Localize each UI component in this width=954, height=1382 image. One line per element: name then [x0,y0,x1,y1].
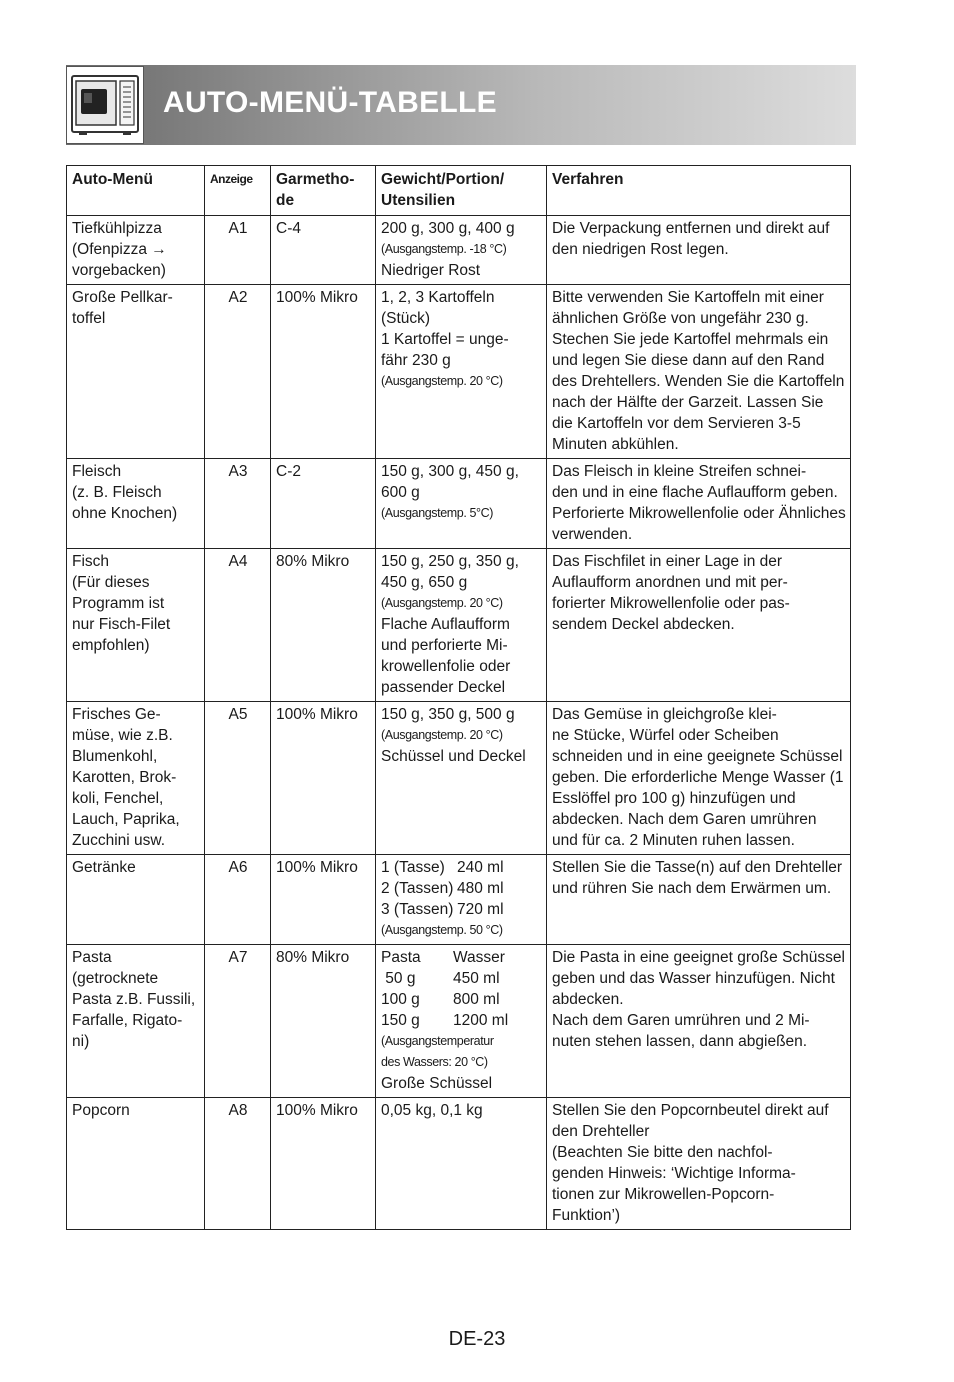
start-temperature-note: (Ausgangstemp. 20 °C) [381,728,503,742]
cell-garmethode [271,285,376,459]
cell-anzeige-text: A3 [228,463,248,480]
cell-gewicht [376,702,547,855]
cell-garmethode-text: 100% Mikro [276,1102,358,1119]
gewicht-line [381,968,542,989]
cell-auto-menu-text: Getränke [72,859,136,876]
gewicht-line: 600 g [381,484,420,501]
cell-auto-menu-text: Fleisch (z. B. Fleisch ohne Knochen) [72,463,178,522]
start-temperature-note: des Wassers: 20 °C) [381,1055,488,1069]
gewicht-label: 100 g [381,991,420,1008]
start-temperature-note: (Ausgangstemp. -18 °C) [381,242,507,256]
cell-verfahren-text: Das Fleisch in kleine Streifen schnei- den und in eine flache Auflaufform geben. Perforierte Mikrowellenfolie oder Ähnliches verwenden. [552,463,846,543]
cell-garmethode-text: 100% Mikro [276,289,358,306]
cell-anzeige [205,855,271,945]
header-verfahren: Verfahren [547,166,851,216]
cell-anzeige [205,285,271,459]
cell-auto-menu [67,459,205,549]
table-row [67,216,851,285]
page-number: DE-23 [448,1328,506,1350]
cell-verfahren [547,1098,851,1230]
cell-auto-menu [67,1098,205,1230]
cell-anzeige [205,1098,271,1230]
cell-anzeige-text: A1 [228,220,248,237]
cell-auto-menu [67,549,205,702]
cell-gewicht [376,216,547,285]
gewicht-line: fähr 230 g [381,352,451,369]
cell-garmethode-text: 80% Mikro [276,553,350,570]
cell-verfahren [547,855,851,945]
cell-verfahren [547,216,851,285]
cell-anzeige-text: A5 [228,706,248,723]
cell-anzeige-text: A4 [228,553,248,570]
cell-anzeige [205,216,271,285]
gewicht-value: 480 ml [457,880,504,897]
gewicht-value: 720 ml [457,901,504,918]
cell-verfahren-text: Bitte verwenden Sie Kartoffeln mit einer ähnlichen Größe von ungefähr 230 g. Stechen Sie jede Kartoffel mehrmals ein und legen Sie diese dann auf den Rand des Drehtellers. Wenden Sie die Kartoffeln nach der Hälfte der Garzeit. Lassen Sie die Kartoffeln vor dem Servieren 3-5 Minuten abkühlen. [552,289,845,453]
gewicht-value: 1200 ml [453,1012,509,1029]
gewicht-line [381,878,542,899]
cell-auto-menu [67,855,205,945]
gewicht-label: 150 g [381,1012,420,1029]
cell-verfahren-text: Die Pasta in eine geeignet große Schüssel geben und das Wasser hinzufügen. Nicht abdecken. Nach dem Garen umrühren und 2 Mi- nuten stehen lassen, dann abgießen. [552,949,845,1050]
table-row [67,855,851,945]
cell-garmethode [271,549,376,702]
gewicht-line [381,989,542,1010]
cell-verfahren [547,945,851,1098]
cell-verfahren [547,285,851,459]
gewicht-line: 150 g, 350 g, 500 g [381,706,515,723]
gewicht-line [381,947,542,968]
cell-anzeige [205,945,271,1098]
gewicht-line [381,899,542,920]
gewicht-line: (Stück) [381,310,431,327]
table-header-row [67,166,851,216]
gewicht-value: Wasser [453,949,505,966]
cell-anzeige [205,549,271,702]
header-gewicht: Gewicht/Portion/ Utensilien [376,166,547,216]
cell-auto-menu [67,216,205,285]
cell-gewicht [376,945,547,1098]
gewicht-line: 0,05 kg, 0,1 kg [381,1102,483,1119]
table-row [67,1098,851,1230]
cell-verfahren-text: Die Verpackung entfernen und direkt auf den niedrigen Rost legen. [552,220,830,258]
gewicht-line: krowellenfolie oder [381,658,511,675]
cell-anzeige-text: A2 [228,289,248,306]
gewicht-line: Flache Auflaufform [381,616,510,633]
cell-garmethode [271,1098,376,1230]
table-row [67,945,851,1098]
gewicht-label: 2 (Tassen) [381,880,454,897]
cell-auto-menu-text: Popcorn [72,1102,130,1119]
gewicht-line: 150 g, 250 g, 350 g, [381,553,519,570]
cell-verfahren-text: Stellen Sie die Tasse(n) auf den Drehteller und rühren Sie nach dem Erwärmen um. [552,859,843,897]
cell-auto-menu-text: Fisch (Für dieses Programm ist nur Fisch-Filet empfohlen) [72,553,171,654]
gewicht-line: Schüssel und Deckel [381,748,526,765]
gewicht-value: 240 ml [457,859,504,876]
microwave-icon [66,66,144,144]
start-temperature-note: (Ausgangstemp. 50 °C) [381,923,503,937]
cell-auto-menu-text: Große Pellkar- toffel [72,289,173,327]
cell-garmethode-text: C-2 [276,463,301,480]
gewicht-line: 1, 2, 3 Kartoffeln [381,289,495,306]
gewicht-line: 200 g, 300 g, 400 g [381,220,515,237]
table-row [67,285,851,459]
cell-gewicht [376,855,547,945]
start-temperature-note: (Ausgangstemp. 5°C) [381,506,494,520]
gewicht-line [381,1010,542,1031]
cell-garmethode [271,702,376,855]
gewicht-value: 800 ml [453,991,500,1008]
cell-anzeige [205,459,271,549]
start-temperature-note: (Ausgangstemp. 20 °C) [381,596,503,610]
cell-auto-menu [67,945,205,1098]
cell-verfahren-text: Das Gemüse in gleichgroße klei- ne Stücke, Würfel oder Scheiben schneiden und in eine geeignete Schüssel geben. Die erforderliche Menge Wasser (1 Esslöffel pro 100 g) hinzufügen und abdecken. Nach dem Garen umrühren und für ca. 2 Minuten ruhen lassen. [552,706,844,849]
cell-anzeige-text: A6 [228,859,248,876]
cell-verfahren [547,459,851,549]
table-row [67,459,851,549]
cell-anzeige-text: A7 [228,949,248,966]
gewicht-line: und perforierte Mi- [381,637,508,654]
gewicht-line: 1 Kartoffel = unge- [381,331,509,348]
cell-garmethode [271,945,376,1098]
gewicht-label: 1 (Tasse) [381,859,445,876]
table-row [67,702,851,855]
gewicht-label: 3 (Tassen) [381,901,454,918]
cell-auto-menu-text: Pasta (getrocknete Pasta z.B. Fussili, Farfalle, Rigato- ni) [72,949,196,1050]
page-title: AUTO-MENÜ-TABELLE [163,86,497,119]
cell-verfahren-text: Stellen Sie den Popcornbeutel direkt auf den Drehteller (Beachten Sie bitte den nachfol- genden Hinweis: ‘Wichtige Informa- tionen zur Mikrowellen-Popcorn- Funktion’) [552,1102,829,1224]
gewicht-label: 50 g [381,970,416,987]
gewicht-line [381,857,542,878]
cell-verfahren [547,702,851,855]
cell-auto-menu [67,285,205,459]
header-anzeige: Anzeige [205,166,271,216]
cell-gewicht [376,459,547,549]
gewicht-line: passender Deckel [381,679,506,696]
gewicht-line: Niedriger Rost [381,262,481,279]
gewicht-label: Pasta [381,949,421,966]
cell-anzeige [205,702,271,855]
gewicht-line: Große Schüssel [381,1075,493,1092]
cell-garmethode [271,216,376,285]
cell-anzeige-text: A8 [228,1102,248,1119]
cell-garmethode-text: C-4 [276,220,301,237]
cell-garmethode-text: 100% Mikro [276,706,358,723]
start-temperature-note: (Ausgangstemp. 20 °C) [381,374,503,388]
cell-garmethode-text: 80% Mikro [276,949,350,966]
header-auto-menu: Auto-Menü [67,166,205,216]
cell-auto-menu-text: Frisches Ge- müse, wie z.B. Blumenkohl, Karotten, Brok- koli, Fenchel, Lauch, Paprika, Zucchini usw. [72,706,180,849]
auto-menu-table [66,165,851,1230]
cell-verfahren-text: Das Fischfilet in einer Lage in der Auflaufform anordnen und mit per- forierter Mikrowellenfolie oder pas- sendem Deckel abdecken. [552,553,790,633]
cell-verfahren [547,549,851,702]
header-garmethode: Garmetho- de [271,166,376,216]
cell-gewicht [376,1098,547,1230]
cell-garmethode [271,459,376,549]
cell-gewicht [376,549,547,702]
cell-auto-menu [67,702,205,855]
gewicht-line: 450 g, 650 g [381,574,468,591]
cell-garmethode-text: 100% Mikro [276,859,358,876]
start-temperature-note: (Ausgangstemperatur [381,1034,494,1048]
gewicht-line: 150 g, 300 g, 450 g, [381,463,519,480]
gewicht-value: 450 ml [453,970,500,987]
cell-garmethode [271,855,376,945]
cell-gewicht [376,285,547,459]
table-row [67,549,851,702]
cell-auto-menu-text: Tiefkühlpizza (Ofenpizza → vorgebacken) [72,220,167,279]
